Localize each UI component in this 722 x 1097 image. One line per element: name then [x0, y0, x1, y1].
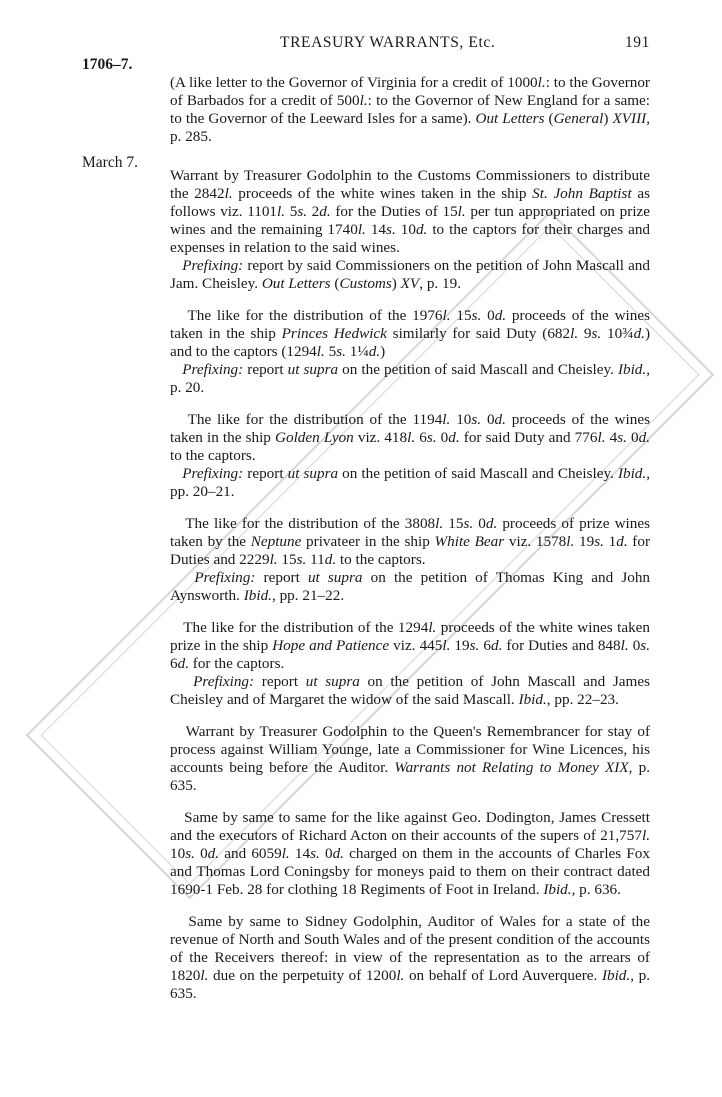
- margin-year: 1706–7.: [82, 56, 133, 73]
- entry-text: Warrant by Treasurer Godolphin to the Queen's Remembrancer for stay of process against William Younge, late a Commissioner for Wine Licences, his accounts being before the Auditor. Warrants not Relating to Money XIX, p. 635.: [170, 723, 650, 794]
- margin-date: March 7.: [82, 154, 138, 171]
- entry-dodington: [170, 809, 650, 899]
- entry-princes-hedwick: [170, 307, 650, 397]
- entry-text: The like for the distribution of the 3808l. 15s. 0d. proceeds of prize wines taken by the Neptune privateer in the ship White Bear viz. 1578l. 19s. 1d. for Duties and 2229l. 15s. 11d. to the captors.: [170, 515, 651, 568]
- entry-text: The like for the distribution of the 1976l. 15s. 0d. proceeds of the wines taken in the ship Princes Hedwick similarly for said Duty (682l. 9s. 10¾d.) and to the captors (1294l. 5s. 1¼d.): [170, 307, 651, 360]
- body-text: [170, 74, 650, 1017]
- entry-prefix: Prefixing: report ut supra on the petition of Thomas King and John Aynsworth. Ibid., pp. 21–22.: [170, 569, 651, 604]
- entry-text: The like for the distribution of the 1294l. proceeds of the white wines taken prize in the ship Hope and Patience viz. 445l. 19s. 6d. for Duties and 848l. 0s. 6d. for the captors.: [170, 619, 651, 672]
- entry-text: Same by same to same for the like against Geo. Dodington, James Cressett and the executors of Richard Acton on their accounts of the supers of 21,757l. 10s. 0d. and 6059l. 14s. 0d. charged on them in the accounts of Charles Fox and Thomas Lord Coningsby for moneys paid to them on their contract dated 1690-1 Feb. 28 for clothing 18 Regiments of Foot in Ireland. Ibid., p. 636.: [170, 809, 650, 898]
- entry-text: The like for the distribution of the 1194l. 10s. 0d. proceeds of the wines taken in the ship Golden Lyon viz. 418l. 6s. 0d. for said Duty and 776l. 4s. 0d. to the captors.: [170, 411, 651, 464]
- entry-prefix: Prefixing: report ut supra on the petition of said Mascall and Cheisley. Ibid., p. 20.: [170, 361, 650, 396]
- entry-william-younge: [170, 723, 650, 795]
- entry-text: Warrant by Treasurer Godolphin to the Customs Commissioners to distribute the 2842l. proceeds of the white wines taken in the ship St. John Baptist as follows viz. 1101l. 5s. 2d. for the Duties of 15l. per tun appropriated on prize wines and the remaining 1740l. 14s. 10d. to the captors for their charges and expenses in relation to the said wines.: [170, 167, 651, 256]
- page-number: 191: [624, 34, 650, 51]
- entry-text: (A like letter to the Governor of Virginia for a credit of 1000l.: to the Governor of Barbados for a credit of 500l.: to the Governor of New England for a same: to the Governor of the Leeward Isles for a same). Out Letters (General) XVIII, p. 285.: [170, 74, 650, 145]
- entry-white-bear: [170, 515, 650, 605]
- entry-prefix: Prefixing: report ut supra on the petition of said Mascall and Cheisley. Ibid., pp. 20–21.: [170, 465, 650, 500]
- running-header: [170, 34, 650, 58]
- entry-golden-lyon: [170, 411, 650, 501]
- entry-text: Same by same to Sidney Godolphin, Auditor of Wales for a state of the revenue of North and South Wales and of the present condition of the accounts of the Receivers thereof: in view of the representation as to the arrears of 1820l. due on the perpetuity of 1200l. on behalf of Lord Auverquere. Ibid., p. 635.: [170, 913, 650, 1002]
- entry-warrant-st-john-baptist: [170, 167, 650, 293]
- running-title: TREASURY WARRANTS, Etc.: [280, 34, 496, 51]
- entry-sidney-godolphin: [170, 913, 650, 1003]
- entry-hope-and-patience: [170, 619, 650, 709]
- entry-prefix: Prefixing: report by said Commissioners on the petition of John Mascall and Jam. Cheisley. Out Letters (Customs) XV, p. 19.: [170, 257, 650, 292]
- entry-like-letter: [170, 74, 650, 146]
- entry-prefix: Prefixing: report ut supra on the petition of John Mascall and James Cheisley and of Margaret the widow of the said Mascall. Ibid., pp. 22–23.: [170, 673, 651, 708]
